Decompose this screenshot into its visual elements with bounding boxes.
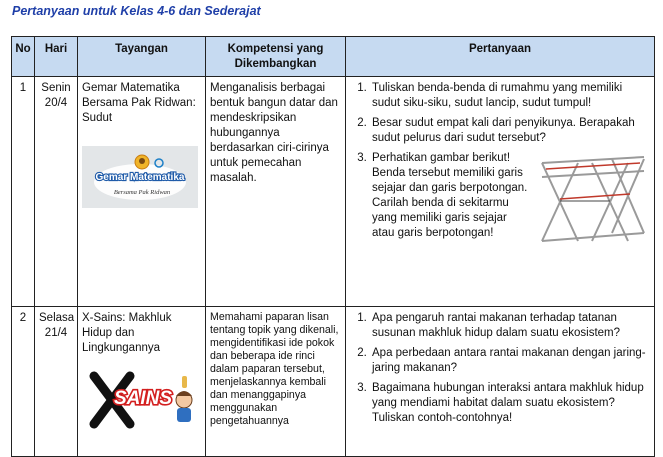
- row-day: Senin: [41, 82, 71, 94]
- row-number: 2: [12, 307, 35, 457]
- row-questions-cell: [346, 307, 655, 457]
- row-show-cell: [78, 77, 206, 307]
- question-text: 3. Perhatikan gambar berikut! Benda tersebut memiliki garis sejajar dan garis berpotongan. Carilah benda di sekitarmu yang memiliki garis sejajar atau garis berpotongan!: [372, 152, 528, 239]
- row-date: 21/4: [44, 327, 68, 339]
- question-list: [350, 81, 650, 241]
- table-header-row: [12, 37, 655, 77]
- header-tayangan: Tayangan: [78, 37, 206, 77]
- list-item: 2. Apa perbedaan antara rantai makanan dengan jaring-jaring makanan?: [370, 346, 650, 376]
- header-kompetensi: Kompetensi yang Dikembangkan: [206, 37, 346, 77]
- gemar-matematika-thumbnail: [82, 146, 198, 208]
- row-show-cell: [78, 307, 206, 457]
- row-show-title: Gemar Matematika Bersama Pak Ridwan: Sudut: [82, 82, 196, 124]
- list-item: 2. Besar sudut empat kali dari penyikunya. Berapakah sudut pelurus dari sudut tersebut?: [370, 116, 650, 146]
- row-competency: Menganalisis berbagai bentuk bangun datar dan mendeskripsikan hubungannya berdasarkan ciri-cirinya untuk pemecahan masalah.: [206, 77, 346, 307]
- schedule-table: [11, 36, 655, 457]
- drying-rack-illustration: [532, 149, 650, 247]
- header-no: No: [12, 37, 35, 77]
- header-pertanyaan: Pertanyaan: [346, 37, 655, 77]
- row-day-cell: [35, 77, 78, 307]
- table-row: [12, 77, 655, 307]
- row-day: Selasa: [39, 312, 75, 324]
- x-sains-logo: [82, 370, 200, 430]
- question-list: [350, 311, 650, 426]
- row-questions-cell: [346, 77, 655, 307]
- row-number: 1: [12, 77, 35, 307]
- thumbnail-logo-subtext: Bersama Pak Ridwan: [113, 189, 171, 196]
- page-title: Pertanyaan untuk Kelas 4-6 dan Sederajat: [12, 4, 261, 18]
- row-competency: Memahami paparan lisan tentang topik yang dikenali, mengidentifikasi ide pokok dan beberapa ide rinci dalam paparan tersebut, menjelaskannya kembali dan menanggapinya menggunakan pengetahuannya: [206, 307, 346, 457]
- table-row: [12, 307, 655, 457]
- list-item: [370, 151, 650, 241]
- list-item: 1. Apa pengaruh rantai makanan terhadap tatanan susunan makhluk hidup dalam suatu ekosistem?: [370, 311, 650, 341]
- header-hari: Hari: [35, 37, 78, 77]
- row-date: 20/4: [44, 97, 68, 109]
- row-show-title: X-Sains: Makhluk Hidup dan Lingkungannya: [82, 312, 172, 354]
- x-sains-logo-text: SAINS: [114, 388, 173, 409]
- list-item: 1. Tuliskan benda-benda di rumahmu yang memiliki sudut siku-siku, sudut lancip, sudut tumpul!: [370, 81, 650, 111]
- thumbnail-logo-text: Gemar Matematika: [95, 172, 185, 183]
- list-item: 3. Bagaimana hubungan interaksi antara makhluk hidup yang mendiami habitat dalam suatu ekosistem? Tuliskan contoh-contohnya!: [370, 381, 650, 426]
- row-day-cell: [35, 307, 78, 457]
